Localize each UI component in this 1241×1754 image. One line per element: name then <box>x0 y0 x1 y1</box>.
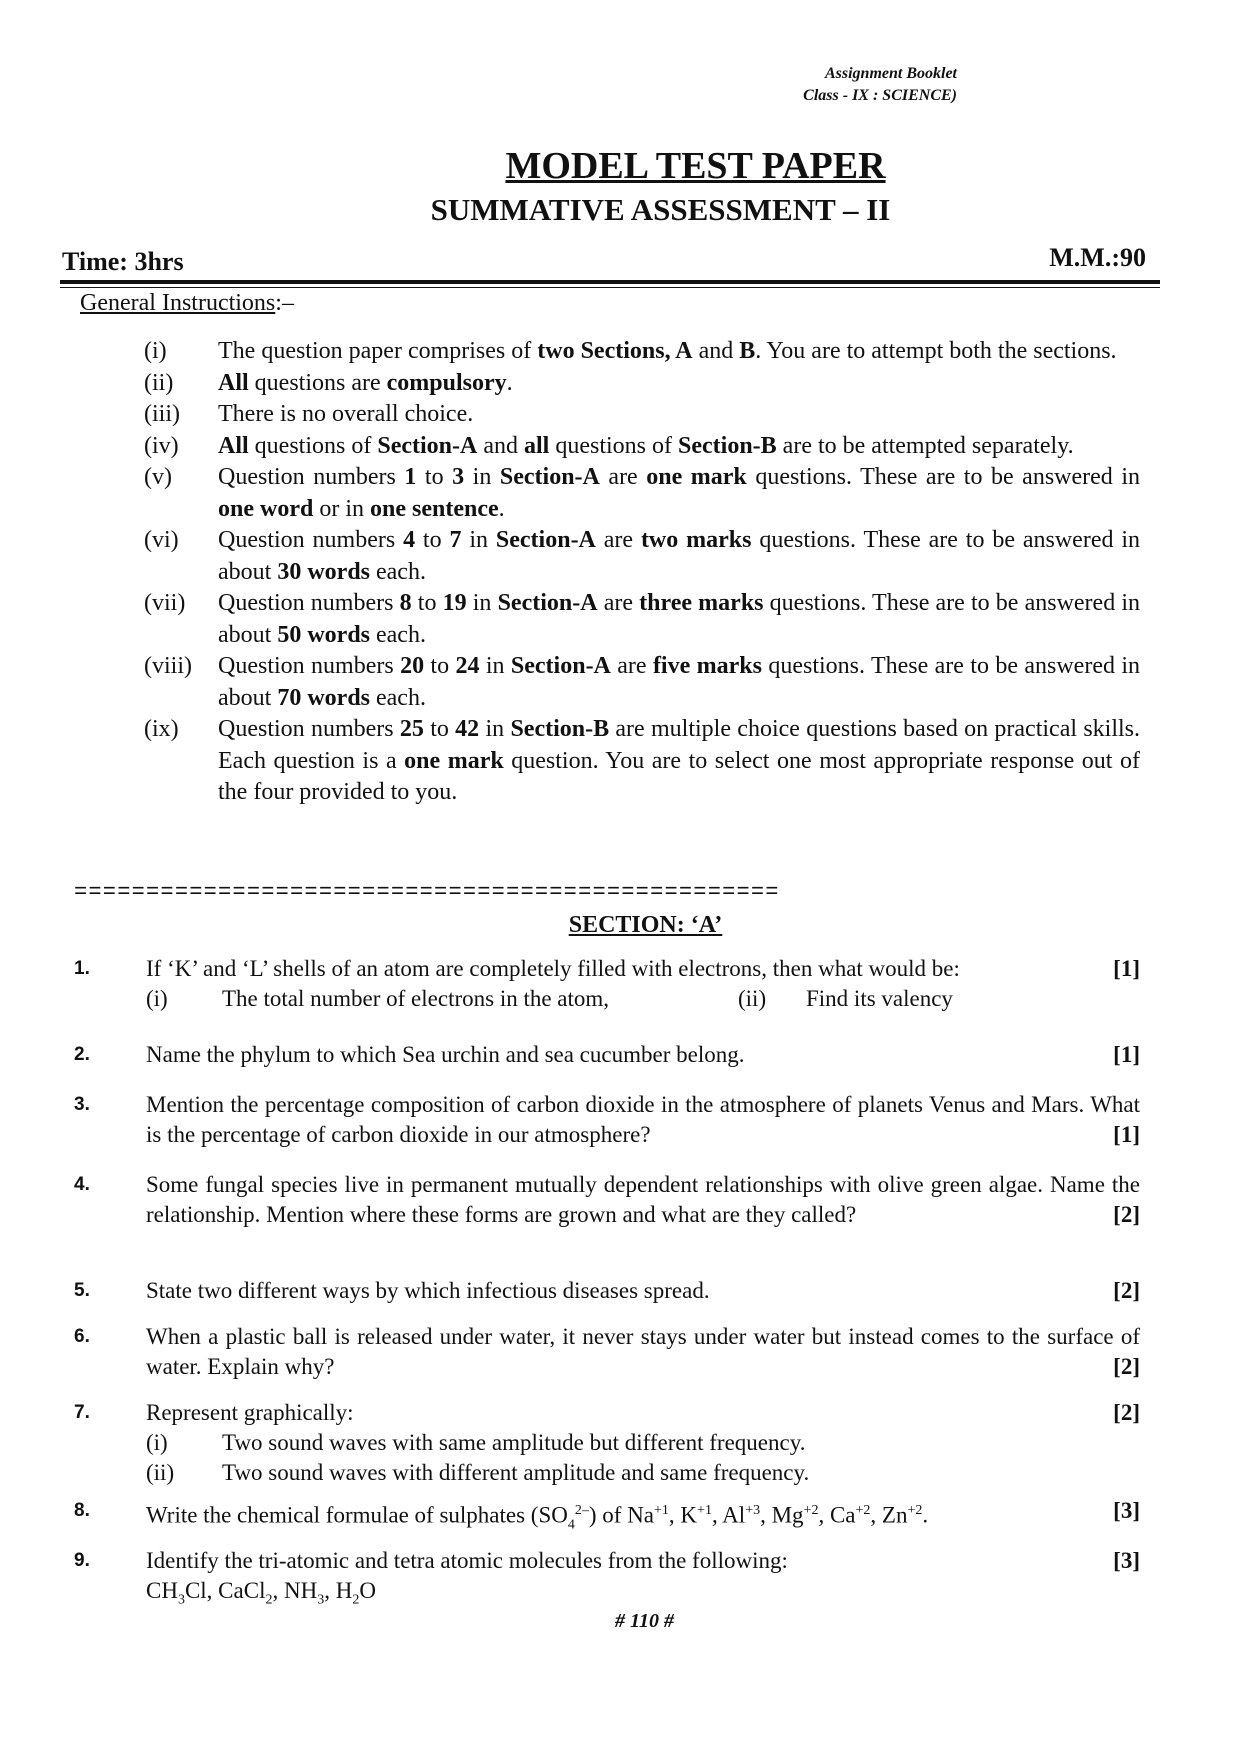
section-a-title: SECTION: ‘A’ <box>568 912 723 938</box>
instruction-item: (i) The question paper comprises of two Sections, A and B. You are to attempt both the sections. <box>144 338 1117 364</box>
marks-badge: [1] <box>1113 1042 1140 1067</box>
question-1: 1. [1] If ‘K’ and ‘L’ shells of an atom are completely filled with electrons, then what would be: (i) The total number of electrons in the atom, (ii) Find its valency <box>74 956 1140 1011</box>
marks-badge: [2] <box>1113 1278 1140 1303</box>
instruction-item: (vii) Question numbers 8 to 19 in Section-A are three marks questions. These are to be answered in about 50 words each. <box>144 590 1141 648</box>
question-2: 2. [1] Name the phylum to which Sea urchin and sea cucumber belong. <box>74 1040 1140 1070</box>
instruction-item: (vi) Question numbers 4 to 7 in Section-A are two marks questions. These are to be answered in about 30 words each. <box>144 527 1141 585</box>
header-rule-thin <box>60 287 1160 288</box>
marks-badge: [2] <box>1113 1354 1140 1379</box>
general-instructions-heading: General Instructions:– <box>80 290 294 316</box>
booklet-label: Assignment Booklet <box>824 65 957 82</box>
question-7: 7. [2] Represent graphically: (i) Two sound waves with same amplitude but different frequency. (ii) Two sound waves with different amplitude and same frequency. <box>74 1400 1140 1485</box>
question-9: 9. [3] Identify the tri-atomic and tetra atomic molecules from the following: $CH_3Cl$, CaCl$_2$, $NH_3$, $H_2O$ <box>74 1548 1140 1608</box>
header-rule-thick <box>60 280 1160 284</box>
page-subtitle: SUMMATIVE ASSESSMENT – II <box>430 192 891 227</box>
page-title: MODEL TEST PAPER <box>505 145 886 187</box>
time-label: Time: 3hrs <box>62 247 184 276</box>
instruction-item: (viii) Question numbers 20 to 24 in Section-A are five marks questions. These are to be answered in about 70 words each. <box>144 653 1141 711</box>
instructions-list <box>144 336 1140 809</box>
marks-badge: [2] <box>1113 1400 1140 1425</box>
question-8: 8. [3] Write the chemical formulae of sulphates $(SO_4^{2-})$ of $Na^{+1}$, $K^{+1}$, $Al^{+3}$, $Mg^{+2}$, $Ca^{+2}$, $Zn^{+2}$. <box>74 1498 1140 1533</box>
instruction-item: (iii) There is no overall choice. <box>144 401 474 427</box>
instruction-item: (ix) Question numbers 25 to 42 in Section-B are multiple choice questions based on practical skills. Each question is a one mark question. You are to select one most appropriate response out of the four provided to you. <box>144 716 1140 805</box>
marks-badge: [3] <box>1113 1498 1140 1523</box>
marks-badge: [2] <box>1113 1202 1140 1227</box>
question-6: 6. When a plastic ball is released under water, it never stays under water but instead comes to the surface of water. Explain why? [2] <box>74 1322 1140 1382</box>
question-4: 4. Some fungal species live in permanent mutually dependent relationships with olive green algae. Name the relationship. Mention where these forms are grown and what are they called? [2] <box>74 1170 1140 1230</box>
marks-badge: [3] <box>1113 1548 1140 1573</box>
question-3: 3. Mention the percentage composition of carbon dioxide in the atmosphere of planets Venus and Mars. What is the percentage of carbon dioxide in our atmosphere? [1] <box>74 1090 1140 1150</box>
instruction-item: (v) Question numbers 1 to 3 in Section-A are one mark questions. These are to be answered in one word or in one sentence. <box>144 464 1140 522</box>
separator-line: ================================================= <box>74 880 780 905</box>
question-5: 5. [2] State two different ways by which infectious diseases spread. <box>74 1276 1140 1306</box>
max-marks-label: M.M.:90 <box>1049 243 1146 272</box>
class-label: Class - IX : SCIENCE) <box>803 87 957 104</box>
instruction-item: (ii) All questions are compulsory. <box>144 369 513 396</box>
instruction-item: (iv) All questions of Section-A and all questions of Section-B are to be attempted separately. <box>144 432 1074 459</box>
marks-badge: [1] <box>1113 1122 1140 1147</box>
marks-badge: [1] <box>1113 956 1140 981</box>
page-number: # 110 # <box>615 1610 674 1632</box>
